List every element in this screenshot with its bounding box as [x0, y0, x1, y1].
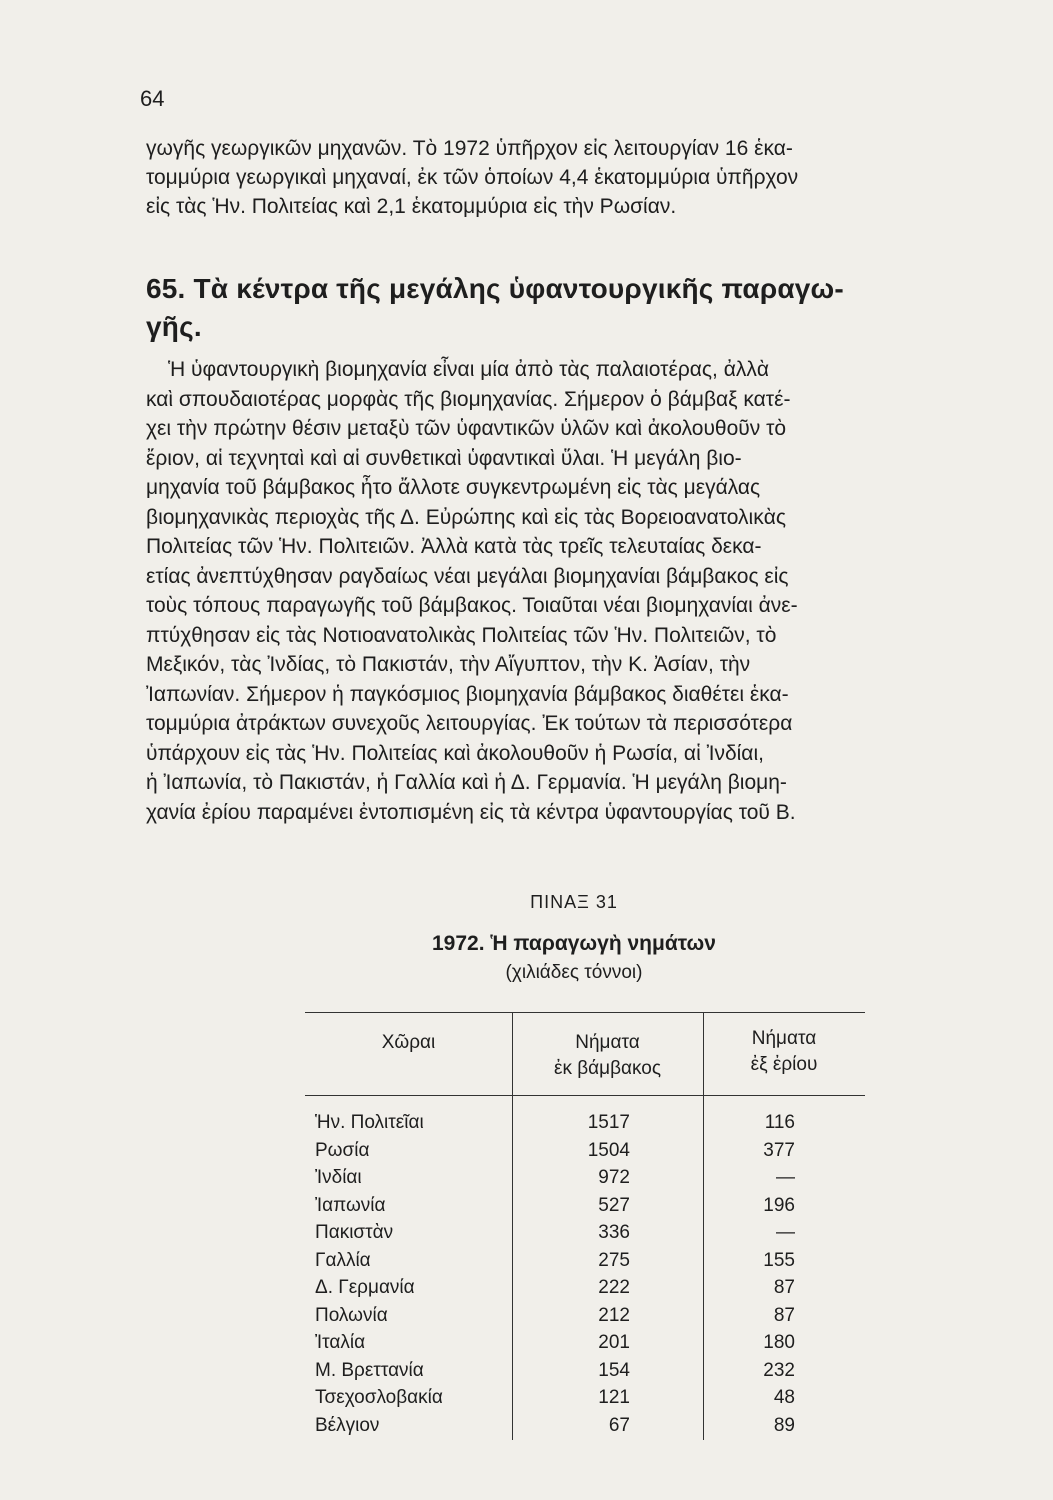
text-line: τομμύρια γεωργικαὶ μηχαναί, ἐκ τῶν ὁποίων 4,4 ἑκατομμύρια ὑπῆρχον [146, 166, 799, 189]
cell-cotton: 275 [598, 1249, 630, 1271]
table-row [305, 1167, 865, 1195]
cell-wool: — [776, 1222, 795, 1243]
cell-country: Μ. Βρεττανία [315, 1359, 424, 1381]
yarn-production-table [305, 1012, 865, 1442]
heading-line: γῆς. [146, 311, 202, 342]
table-row [305, 1195, 865, 1223]
table-row [305, 1222, 865, 1250]
cell-wool: 89 [773, 1414, 795, 1436]
cell-wool: 87 [773, 1277, 795, 1298]
cell-cotton: 1504 [587, 1139, 630, 1161]
text-line: Μεξικόν, τὰς Ἰνδίας, τὸ Πακιστάν, τὴν Αἴγυπτον, τὴν Κ. Ἀσίαν, τὴν [146, 653, 751, 676]
text-line: Πολιτείας τῶν Ἡν. Πολιτειῶν. Ἀλλὰ κατὰ τὰς τρεῖς τελευταίας δεκα- [146, 535, 762, 558]
cell-country: Πολωνία [315, 1304, 388, 1326]
text-line: μηχανία τοῦ βάμβακος ἦτο ἄλλοτε συγκεντρωμένη εἰς τὰς μεγάλας [146, 476, 761, 499]
cell-country: Βέλγιον [315, 1414, 380, 1436]
cell-cotton: 201 [598, 1332, 630, 1353]
cell-cotton: 121 [598, 1387, 630, 1408]
cell-country: Ἰνδίαι [315, 1167, 362, 1188]
text-line: Ἰαπωνίαν. Σήμερον ἡ παγκόσμιος βιομηχανία βάμβακος διαθέτει ἑκα- [146, 682, 789, 706]
header-cotton-line2: ἐκ βάμβακος [553, 1058, 661, 1079]
table-title: 1972. Ἡ παραγωγὴ νημάτων [432, 932, 716, 955]
cell-cotton: 222 [598, 1277, 630, 1298]
table-row [305, 1305, 865, 1333]
text-line: χανία ἐρίου παραμένει ἐντοπισμένη εἰς τὰ κέντρα ὑφαντουργίας τοῦ Β. [146, 800, 796, 824]
header-wool-line2: ἐξ ἐρίου [750, 1054, 818, 1075]
table-header-rule [305, 1095, 865, 1096]
text-line: βιομηχανικὰς περιοχὰς τῆς Δ. Εὐρώπης καὶ εἰς τὰς Βορειοανατολικὰς [146, 505, 786, 529]
cell-cotton: 67 [608, 1414, 630, 1436]
text-line: καὶ σπουδαιοτέρας μορφὰς τῆς βιομηχανίας. Σήμερον ὁ βάμβαξ κατέ- [146, 387, 791, 411]
header-cotton-line1: Νήματα [575, 1032, 640, 1053]
table-row [305, 1360, 865, 1388]
text-line: τοὺς τόπους παραγωγῆς τοῦ βάμβακος. Τοιαῦται νέαι βιομηχανίαι ἀνε- [146, 594, 798, 617]
table-row [305, 1415, 865, 1443]
table-number: ΠΙΝΑΞ 31 [530, 892, 618, 912]
cell-wool: 377 [763, 1139, 795, 1161]
cell-cotton: 1517 [587, 1112, 630, 1133]
table-row [305, 1332, 865, 1360]
cell-wool: 155 [763, 1249, 795, 1271]
text-line: τομμύρια ἀτράκτων συνεχοῦς λειτουργίας. Ἐκ τούτων τὰ περισσότερα [146, 712, 793, 735]
cell-cotton: 972 [598, 1167, 630, 1188]
cell-country: Ἰταλία [315, 1332, 366, 1353]
table-row [305, 1277, 865, 1305]
text-line: ὑπάρχουν εἰς τὰς Ἡν. Πολιτείας καὶ ἀκολουθοῦν ἡ Ρωσία, αἱ Ἰνδίαι, [146, 741, 764, 765]
text-line: ἡ Ἰαπωνία, τὸ Πακιστάν, ἡ Γαλλία καὶ ἡ Δ. Γερμανία. Ἡ μεγάλη βιομη- [146, 771, 787, 794]
body-paragraph [146, 355, 1006, 827]
intro-paragraph [146, 134, 1006, 221]
text-line: χει τὴν πρώτην θέσιν μεταξὺ τῶν ὑφαντικῶν ὑλῶν καὶ ἀκολουθοῦν τὸ [146, 417, 787, 440]
cell-country: Πακιστὰν [315, 1222, 394, 1243]
cell-country: Δ. Γερμανία [315, 1277, 415, 1298]
header-cotton [512, 1030, 703, 1082]
cell-country: Ἡν. Πολιτεῖαι [315, 1112, 424, 1133]
table-row [305, 1112, 865, 1140]
text-line: ἔριον, αἱ τεχνηταὶ καὶ αἱ συνθετικαὶ ὑφαντικαὶ ὕλαι. Ἡ μεγάλη βιο- [146, 446, 742, 470]
table-row [305, 1387, 865, 1415]
cell-wool: 196 [763, 1194, 795, 1216]
heading-line: 65. Τὰ κέντρα τῆς μεγάλης ὑφαντουργικῆς παραγω- [146, 273, 844, 304]
header-wool-line1: Νήματα [751, 1028, 817, 1049]
cell-country: Τσεχοσλοβακία [315, 1387, 443, 1408]
cell-country: Ἰαπωνία [315, 1194, 386, 1216]
section-heading [146, 270, 1006, 346]
cell-wool: 116 [764, 1112, 795, 1133]
table-row [305, 1140, 865, 1168]
table-body [305, 1112, 865, 1442]
cell-cotton: 527 [598, 1194, 630, 1216]
cell-wool: 87 [773, 1304, 795, 1326]
cell-cotton: 336 [598, 1222, 630, 1243]
cell-country: Ρωσία [315, 1139, 370, 1161]
page-number: 64 [140, 86, 165, 111]
table-top-rule [305, 1012, 865, 1013]
header-wool [703, 1026, 865, 1078]
table-unit: (χιλιάδες τόννοι) [505, 962, 643, 983]
text-line: γωγῆς γεωργικῶν μηχανῶν. Τὸ 1972 ὑπῆρχον εἰς λειτουργίαν 16 ἑκα- [146, 137, 793, 160]
text-line: πτύχθησαν εἰς τὰς Νοτιοανατολικὰς Πολιτείας τῶν Ἡν. Πολιτειῶν, τὸ [146, 623, 777, 647]
text-line: Ἡ ὑφαντουργικὴ βιομηχανία εἶναι μία ἀπὸ τὰς παλαιοτέρας, ἀλλὰ [168, 358, 769, 381]
cell-wool: — [776, 1167, 795, 1188]
cell-wool: 180 [763, 1332, 795, 1353]
cell-cotton: 212 [598, 1304, 630, 1326]
header-country: Χῶραι [381, 1032, 436, 1053]
cell-wool: 48 [773, 1387, 795, 1408]
text-line: ετίας ἀνεπτύχθησαν ραγδαίως νέαι μεγάλαι βιομηχανίαι βάμβακος εἰς [146, 564, 789, 588]
table-row [305, 1250, 865, 1278]
cell-wool: 232 [763, 1359, 795, 1381]
cell-country: Γαλλία [315, 1249, 371, 1271]
cell-cotton: 154 [598, 1359, 630, 1381]
text-line: εἰς τὰς Ἡν. Πολιτείας καὶ 2,1 ἑκατομμύρια εἰς τὴν Ρωσίαν. [146, 195, 677, 218]
